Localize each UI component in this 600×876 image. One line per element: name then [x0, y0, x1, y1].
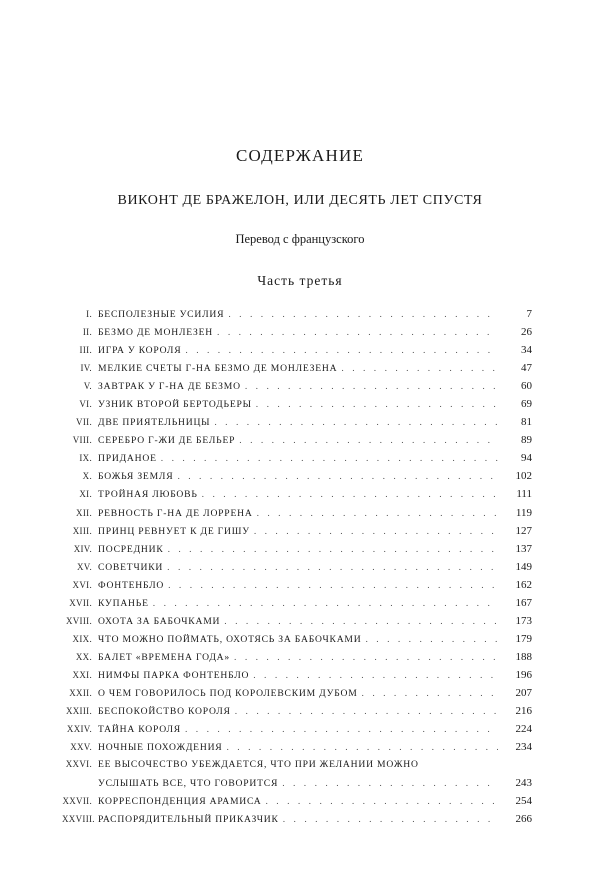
- chapter-number: XXIII.: [65, 706, 92, 717]
- dot-leader: [235, 706, 498, 717]
- page-number: 254: [515, 795, 532, 808]
- chapter-title: ЕЕ ВЫСОЧЕСТВО УБЕЖДАЕТСЯ, ЧТО ПРИ ЖЕЛАНИИ МОЖНО: [98, 759, 419, 771]
- dot-leader: [227, 742, 499, 753]
- chapter-title: ИГРА У КОРОЛЯ: [98, 345, 182, 357]
- chapter-title: ТРОЙНАЯ ЛЮБОВЬ: [98, 489, 198, 501]
- toc-entry: [62, 344, 532, 362]
- table-of-contents: [62, 308, 532, 831]
- chapter-title: КОРРЕСПОНДЕНЦИЯ АРАМИСА: [98, 796, 262, 808]
- chapter-title: РЕВНОСТЬ Г-НА ДЕ ЛОРРЕНА: [98, 507, 253, 519]
- chapter-number: XIV.: [73, 543, 92, 554]
- chapter-number: XX.: [75, 651, 92, 662]
- page-number: 188: [515, 650, 532, 663]
- dot-leader: [265, 796, 498, 807]
- dot-leader: [217, 327, 498, 338]
- chapter-title: ЗАВТРАК У Г-НА ДЕ БЕЗМО: [98, 381, 241, 393]
- page-number: 196: [515, 668, 532, 681]
- chapter-title: ДВЕ ПРИЯТЕЛЬНИЦЫ: [98, 417, 211, 429]
- dot-leader: [185, 345, 498, 356]
- page-number: 7: [526, 308, 532, 320]
- page-number: 111: [516, 488, 532, 501]
- toc-entry: [62, 507, 532, 525]
- page-number: 69: [521, 398, 532, 411]
- chapter-title: О ЧЕМ ГОВОРИЛОСЬ ПОД КОРОЛЕВСКИМ ДУБОМ: [98, 687, 358, 699]
- toc-entry: [62, 759, 532, 795]
- dot-leader: [245, 381, 498, 392]
- chapter-number: XXV.: [70, 742, 92, 753]
- chapter-number: XVII.: [69, 597, 92, 608]
- page-number: 179: [515, 632, 532, 645]
- chapter-title: БАЛЕТ «ВРЕМЕНА ГОДА»: [98, 651, 231, 663]
- dot-leader: [161, 453, 498, 464]
- page-number: 102: [515, 470, 532, 483]
- chapter-number: XVIII.: [65, 615, 92, 626]
- toc-entry: [62, 326, 532, 344]
- chapter-title: СЕРЕБРО Г-ЖИ ДЕ БЕЛЬЕР: [98, 435, 236, 447]
- toc-entry: [62, 308, 532, 326]
- toc-entry: [62, 452, 532, 470]
- dot-leader: [168, 580, 498, 591]
- chapter-title: БЕЗМО ДЕ МОНЛЕЗЕН: [98, 327, 214, 339]
- toc-entry: [62, 416, 532, 434]
- dot-leader: [168, 544, 498, 555]
- chapter-number: XXII.: [69, 687, 92, 698]
- dot-leader: [253, 670, 498, 681]
- chapter-number: II.: [82, 327, 92, 338]
- toc-entry: [62, 687, 532, 705]
- page-title: СОДЕРЖАНИЕ: [235, 146, 365, 165]
- page-number: 162: [515, 578, 532, 591]
- chapter-title: НОЧНЫЕ ПОХОЖДЕНИЯ: [98, 742, 223, 754]
- page-number: 243: [515, 777, 532, 790]
- page-number: 60: [521, 380, 532, 393]
- part-title: Часть третья: [257, 273, 343, 288]
- chapter-number: VI.: [79, 399, 92, 410]
- chapter-title: РАСПОРЯДИТЕЛЬНЫЙ ПРИКАЗЧИК: [98, 814, 279, 826]
- chapter-number: VIII.: [72, 435, 92, 446]
- chapter-title: БЕСПОКОЙСТВО КОРОЛЯ: [98, 706, 231, 718]
- toc-entry: [62, 561, 532, 579]
- chapter-title: БЕСПОЛЕЗНЫЕ УСИЛИЯ: [98, 309, 225, 320]
- chapter-number: XIX.: [72, 633, 92, 644]
- toc-entry: [62, 723, 532, 741]
- chapter-title: ПОСРЕДНИК: [98, 543, 164, 555]
- page-number: 173: [515, 614, 532, 627]
- toc-entry: [62, 795, 532, 813]
- toc-entry: [62, 525, 532, 543]
- page-number: 26: [521, 326, 532, 339]
- page-number: 167: [515, 596, 532, 609]
- dot-leader: [177, 471, 498, 482]
- chapter-title: УЗНИК ВТОРОЙ БЕРТОДЬЕРЫ: [98, 399, 252, 411]
- chapter-number: X.: [82, 471, 92, 482]
- page-number: 137: [515, 542, 532, 555]
- chapter-number: III.: [79, 345, 92, 356]
- book-title: ВИКОНТ ДЕ БРАЖЕЛОН, ИЛИ ДЕСЯТЬ ЛЕТ СПУСТЯ: [117, 193, 483, 208]
- toc-entry: [62, 470, 532, 488]
- toc-entry: [62, 813, 532, 831]
- page-number: 224: [515, 723, 532, 736]
- page-number: 119: [515, 506, 532, 519]
- page-number: 94: [521, 452, 532, 465]
- chapter-number: V.: [83, 381, 92, 392]
- toc-entry: [62, 434, 532, 452]
- chapter-title: ЧТО МОЖНО ПОЙМАТЬ, ОХОТЯСЬ ЗА БАБОЧКАМИ: [98, 633, 362, 645]
- toc-entry: [62, 362, 532, 380]
- toc-entry: [62, 615, 532, 633]
- page-number: 127: [515, 524, 532, 537]
- chapter-title: СОВЕТЧИКИ: [98, 561, 164, 573]
- dot-leader: [365, 634, 498, 645]
- chapter-number: XXVI.: [65, 759, 92, 770]
- page-number: 149: [515, 560, 532, 573]
- dot-leader: [283, 814, 498, 825]
- chapter-number: XXI.: [72, 669, 92, 680]
- toc-entry: [62, 633, 532, 651]
- dot-leader: [239, 435, 498, 446]
- toc-entry: [62, 488, 532, 506]
- page-number: 89: [521, 434, 532, 447]
- page-number: 266: [515, 813, 532, 826]
- chapter-number: IV.: [80, 363, 92, 374]
- chapter-title: ПРИДАНОЕ: [98, 453, 157, 465]
- toc-entry: [62, 579, 532, 597]
- chapter-number: IX.: [79, 453, 92, 464]
- chapter-title: ТАЙНА КОРОЛЯ: [98, 724, 181, 736]
- chapter-number: VII.: [76, 417, 92, 428]
- chapter-title: ФОНТЕНБЛО: [98, 579, 165, 591]
- page-number: 34: [521, 344, 532, 357]
- dot-leader: [282, 778, 498, 789]
- dot-leader: [167, 562, 498, 573]
- dot-leader: [153, 598, 498, 609]
- page-number: 216: [515, 705, 532, 718]
- page-number: 207: [515, 686, 532, 699]
- dot-leader: [214, 417, 498, 428]
- dot-leader: [234, 652, 498, 663]
- chapter-title: БОЖЬЯ ЗЕМЛЯ: [98, 471, 174, 483]
- chapter-number: XI.: [79, 489, 92, 500]
- toc-entry: [62, 597, 532, 615]
- page-number: 234: [515, 741, 532, 754]
- dot-leader: [185, 724, 498, 735]
- dot-leader: [257, 508, 498, 519]
- toc-entry: [62, 669, 532, 687]
- dot-leader: [362, 688, 498, 699]
- page-number: 47: [521, 362, 532, 375]
- dot-leader: [224, 616, 498, 627]
- chapter-title: ПРИНЦ РЕВНУЕТ К ДЕ ГИШУ: [98, 525, 250, 537]
- chapter-number: XXIV.: [66, 724, 92, 735]
- chapter-number: XXVIII.: [62, 814, 95, 825]
- chapter-title: НИМФЫ ПАРКА ФОНТЕНБЛО: [98, 669, 250, 681]
- chapter-title-continued: УСЛЫШАТЬ ВСЕ, ЧТО ГОВОРИТСЯ: [98, 778, 279, 790]
- translation-note: Перевод с французского: [235, 232, 365, 246]
- toc-entry: [62, 705, 532, 723]
- chapter-title: МЕЛКИЕ СЧЕТЫ Г-НА БЕЗМО ДЕ МОНЛЕЗЕНА: [98, 363, 338, 375]
- chapter-number: XV.: [77, 561, 92, 572]
- toc-entry: [62, 651, 532, 669]
- dot-leader: [202, 489, 498, 500]
- page-number: 81: [521, 416, 532, 429]
- chapter-number: I.: [86, 309, 92, 319]
- chapter-number: XXVII.: [62, 796, 92, 807]
- chapter-number: XII.: [76, 507, 92, 518]
- toc-entry: [62, 741, 532, 759]
- chapter-number: XIII.: [72, 525, 92, 536]
- dot-leader: [228, 309, 498, 320]
- toc-entry: [62, 543, 532, 561]
- toc-entry: [62, 380, 532, 398]
- chapter-title: КУПАНЬЕ: [98, 597, 149, 609]
- chapter-title: ОХОТА ЗА БАБОЧКАМИ: [98, 615, 221, 627]
- chapter-number: XVI.: [72, 579, 92, 590]
- dot-leader: [256, 399, 498, 410]
- dot-leader: [341, 363, 498, 374]
- toc-entry: [62, 398, 532, 416]
- dot-leader: [254, 526, 498, 537]
